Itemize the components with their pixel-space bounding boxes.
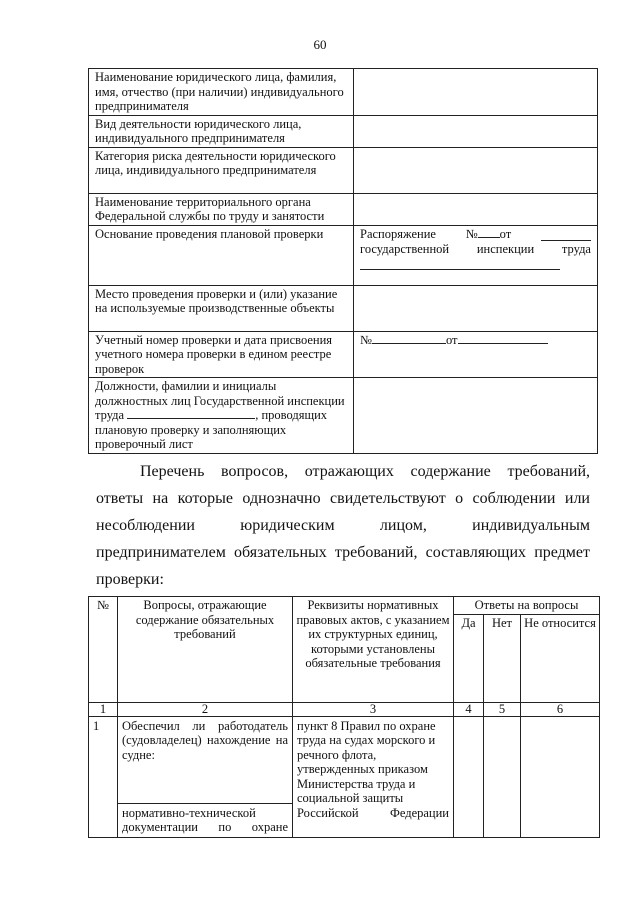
header-requisites: Реквизиты нормативных правовых актов, с указанием их структурных единиц, которыми установлены обязательные требования	[293, 597, 454, 703]
order-line-2: государственной инспекции труда	[360, 242, 591, 256]
sub-question-text: нормативно-технической документации по охране	[122, 805, 288, 834]
inspection-info-table	[88, 68, 598, 454]
order-date-blank[interactable]	[541, 227, 591, 242]
registration-date-blank[interactable]	[458, 343, 548, 344]
column-number: 2	[118, 702, 293, 716]
column-number: 3	[293, 702, 454, 716]
info-row-inspection-basis	[89, 225, 598, 285]
info-label: Наименование юридического лица, фамилия, имя, отчество (при наличии) индивидуального предпринимателя	[89, 69, 354, 116]
info-row-territorial-body	[89, 193, 598, 225]
info-value[interactable]	[354, 378, 598, 454]
column-number-row	[89, 702, 600, 716]
inspection-name-blank[interactable]	[127, 418, 255, 419]
header-answers: Ответы на вопросы	[454, 597, 600, 615]
question-cell	[118, 716, 293, 837]
question-text: Обеспечил ли работодатель (судовладелец) нахождение на судне:	[118, 717, 292, 804]
info-value[interactable]	[354, 147, 598, 193]
info-label: Наименование территориального органа Федеральной службы по труду и занятости	[89, 193, 354, 225]
info-value[interactable]	[354, 115, 598, 147]
answer-no-cell[interactable]	[484, 716, 521, 837]
registration-number-field[interactable]: № от	[354, 331, 598, 378]
info-label: Вид деятельности юридического лица, индивидуального предпринимателя	[89, 115, 354, 147]
info-row-inspection-place	[89, 285, 598, 331]
header-yes: Да	[454, 614, 484, 702]
info-row-registration-number	[89, 331, 598, 378]
info-row-risk-category	[89, 147, 598, 193]
column-number: 1	[89, 702, 118, 716]
question-number: 1	[89, 716, 118, 837]
info-label: Место проведения проверки и (или) указание на используемые производственные объекты	[89, 285, 354, 331]
info-value[interactable]	[354, 193, 598, 225]
answer-na-cell[interactable]	[521, 716, 600, 837]
requisites-text: пункт 8 Правил по охране труда на судах морского и речного флота, утвержденных приказом Министерства труда и социальной защиты Российской Федерации	[293, 716, 454, 837]
info-row-activity	[89, 115, 598, 147]
header-na: Не относится	[521, 614, 600, 702]
info-label: Основание проведения плановой проверки	[89, 225, 354, 285]
column-number: 6	[521, 702, 600, 716]
header-no: Нет	[484, 614, 521, 702]
questions-header-row	[89, 597, 600, 615]
info-label: Учетный номер проверки и дата присвоения учетного номера проверки в едином реестре проверок	[89, 331, 354, 378]
info-value[interactable]	[354, 285, 598, 331]
order-line-1: Распоряжение № от	[360, 227, 591, 242]
inspection-order-field[interactable]	[354, 225, 598, 285]
info-row-inspectors	[89, 378, 598, 454]
questions-intro-text: Перечень вопросов, отражающих содержание требований, ответы на которые однозначно свидетельствуют о соблюдении или несоблюдении юридическим лицом, индивидуальным предпринимателем обязательных требований, составляющих предмет проверки:	[96, 463, 590, 588]
info-label-inspectors: Должности, фамилии и инициалы должностных лиц Государственной инспекции труда , проводящих плановую проверку и заполняющих проверочный лист	[89, 378, 354, 454]
info-row-entity-name	[89, 69, 598, 116]
info-value[interactable]	[354, 69, 598, 116]
questions-table	[88, 596, 600, 838]
registration-number-blank[interactable]	[372, 343, 446, 344]
answer-yes-cell[interactable]	[454, 716, 484, 837]
order-name-blank[interactable]	[360, 257, 560, 270]
info-label: Категория риска деятельности юридического лица, индивидуального предпринимателя	[89, 147, 354, 193]
header-num: №	[89, 597, 118, 703]
table-row	[89, 716, 600, 837]
header-questions: Вопросы, отражающие содержание обязательных требований	[118, 597, 293, 703]
column-number: 4	[454, 702, 484, 716]
order-number-blank[interactable]	[478, 237, 500, 238]
column-number: 5	[484, 702, 521, 716]
page-number: 60	[313, 37, 327, 52]
